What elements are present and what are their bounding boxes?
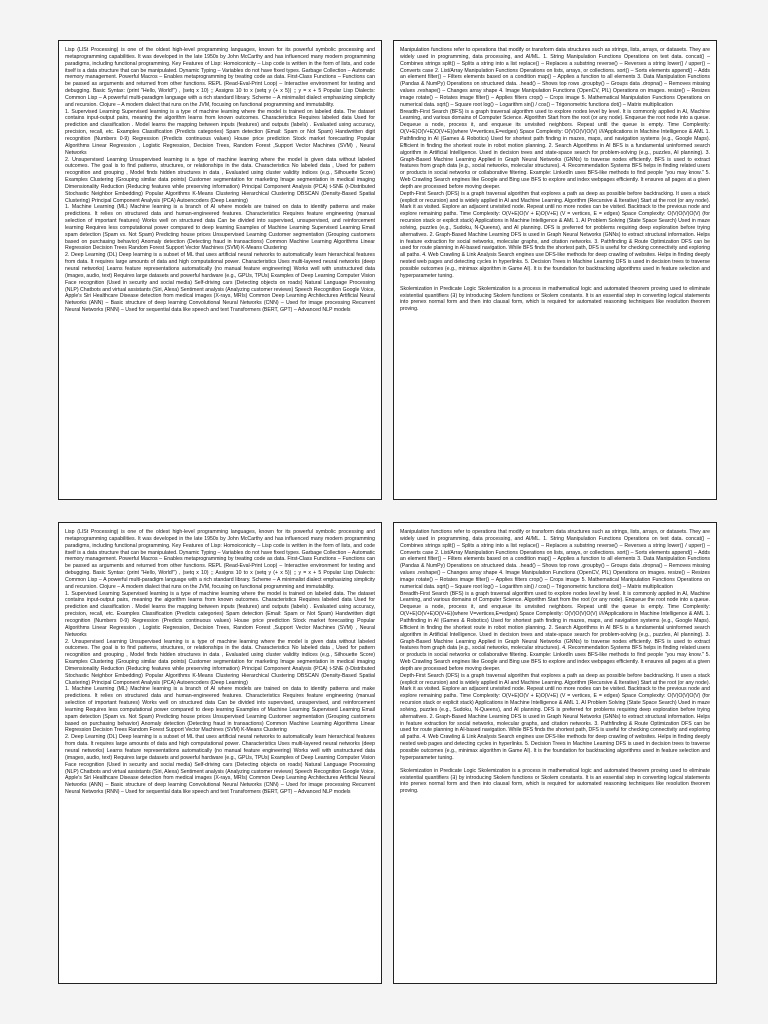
unsupervised-learning-section: 2. Unsupervised Learning Unsupervised learning is a type of machine learning where the model is given data without labeled outcomes. The goal is to find patterns, structures, or relationships in the data. Characteristics No labeled data , Used for pattern recognition and grouping , Model finds hidden structures in data , Evaluated using cluster validity indices (e.g., Silhouette Score) Examples Clustering (Grouping similar data points) Customer segmentation for marketing Image segmentation in medical imaging Dimensionality Reduction (Reducing features while preserving information) Principal Component Analysis (PCA) t-SNE (t-Distributed Stochastic Neighbor Embedding) Popular Algorithms K-Means Clustering Hierarchical Clustering DBSCAN (Density-Based Spatial Clustering) Principal Component Analysis (PCA) Autoencoders (Deep Learning) xyxy=(65,638,375,686)
manipulation-functions-section: Manipulation functions refer to operations that modify or transform data structures such as strings, lists, arrays, or datasets. They are widely used in programming, data processing, and AI/ML. 1. String Manipulation Functions Operations on text data. concat() – Combines strings split() – Splits a string into a list replace() – Replaces a substring reverse() – Reverses a string lower() / upper() – Converts case 2. List/Array Manipulation Functions Operations on lists, arrays, or collections. sort() – Sorts elements append() – Adds an element filter() – Filters elements based on a condition map() – Applies a function to all elements 3. Data Manipulation Functions (Pandas & NumPy) Operations on structured data. .head() – Shows top rows .groupby() – Groups data .dropna() – Removes missing values .reshape() – Changes array shape 4. Image Manipulation Functions (OpenCV, PIL) Operations on images. resize() – Resizes image rotate() – Rotates image filter() – Applies filters crop() – Crops image 5. Mathematical Manipulation Functions Operations on numerical data. sqrt() – Square root log() – Logarithm sin() / cos() – Trigonometric functions dot() – Matrix multiplication xyxy=(400,529,710,590)
skolemization-section: Skolemization in Predicate Logic Skolemization is a process in mathematical logic and automated theorem proving used to eliminate existential quantifiers (∃) by introducing Skolem functions or Skolem constants. It is an essential step in converting logical statements into prenex normal form and then into clausal form, which is required for automated reasoning techniques like resolution theorem proving. xyxy=(400,767,710,795)
supervised-learning-section: 1. Supervised Learning Supervised learning is a type of machine learning where the model is trained on labeled data. The dataset contains input-output pairs, meaning the algorithm learns from known outcomes. Characteristics Requires labeled data Used for prediction and classification . Model learns the mapping between inputs (features) and outputs (labels) . Evaluated using accuracy, precision, recall, etc. Examples Classification (Predicts categories) Spam detection (Email: Spam or Not Spam) Handwritten digit recognition (Numbers 0-9) Regression (Predicts continuous values) House price prediction Stock market forecasting Popular Algorithms Linear Regression , Logistic Regression, Decision Trees, Random Forest ,Support Vector Machines (SVM) , Neural Networks xyxy=(65,590,375,638)
unsupervised-learning-section: 2. Unsupervised Learning Unsupervised learning is a type of machine learning where the model is given data without labeled outcomes. The goal is to find patterns, structures, or relationships in the data. Characteristics No labeled data , Used for pattern recognition and grouping , Model finds hidden structures in data , Evaluated using cluster validity indices (e.g., Silhouette Score) Examples Clustering (Grouping similar data points) Customer segmentation for marketing Image segmentation in medical imaging Dimensionality Reduction (Reducing features while preserving information) Principal Component Analysis (PCA) t-SNE (t-Distributed Stochastic Neighbor Embedding) Popular Algorithms K-Means Clustering Hierarchical Clustering DBSCAN (Density-Based Spatial Clustering) Principal Component Analysis (PCA) Autoencoders (Deep Learning) xyxy=(65,156,375,204)
notes-panel-bottom-left xyxy=(58,522,382,984)
lisp-section: Lisp (LISt Processing) is one of the oldest high-level programming languages, known for its powerful symbolic processing and metaprogramming capabilities. It was developed in the late 1950s by John McCarthy and has influenced many modern programming paradigms, including functional programming. Key Features of Lisp: Homoiconicity – Lisp code is written in the form of lists, and code itself is a data structure that can be manipulated. Dynamic Typing – Variables do not have fixed types. Garbage Collection – Automatic memory management. Powerful Macros – Enables metaprogramming by treating code as data. First-Class Functions – Functions can be passed as arguments and returned from other functions. REPL (Read-Eval-Print Loop) – Interactive environment for testing and debugging. Basic Syntax: (print "Hello, World!") , (setq x 10) ;; Assigns 10 to x (setq y (+ x 5)) ;; y = x + 5 Popular Lisp Dialects: Common Lisp – A powerful multi-paradigm language with a rich standard library. Scheme – A minimalist dialect emphasizing simplicity and recursion. Clojure – A modern dialect that runs on the JVM, focusing on functional programming and immutability. xyxy=(65,47,375,108)
deep-learning-section: 2. Deep Learning (DL) Deep learning is a subset of ML that uses artificial neural networks to automatically learn hierarchical features from data. It requires large amounts of data and high computational power. Characteristics Uses multi-layered neural networks (deep neural networks) Learns feature representations automatically (no manual feature engineering) Works well with unstructured data (images, audio, text) Requires large datasets and powerful hardware (e.g., GPUs, TPUs) Examples of Deep Learning Computer Vision Face recognition (Used in security and social media) Self-driving cars (Detecting objects on roads) Natural Language Processing (NLP) Chatbots and virtual assistants (Siri, Alexa) Sentiment analysis (Analyzing customer reviews) Speech Recognition Google Voice, Apple's Siri Healthcare Disease detection from medical images (X-rays, MRIs) Common Deep Learning Architectures Artificial Neural Networks (ANN) – Basic structure of deep learning Convolutional Neural Networks (CNN) – Used for image processing Recurrent Neural Networks (RNN) – Used for sequential data like speech and text Transformers (BERT, GPT) – Advanced NLP models xyxy=(65,734,375,796)
notes-panel-top-left xyxy=(58,40,382,500)
dfs-section: Depth-First Search (DFS) is a graph traversal algorithm that explores a path as deep as possible before backtracking. It uses a stack (explicit or recursion) and is widely applied in AI and Machine Learning. Algorithm (Recursive & Iterative) Start at the root (or any node). Mark it as visited. Explore an adjacent unvisited node. Repeat until no more nodes can be visited. Backtrack to the previous node and explore remaining paths. Time Complexity: O(V+E)O(V + E)O(V+E) (V = vertices, E = edges) Space Complexity: O(V)O(V)O(V) (for recursion stack or explicit stack) Applications in Machine Intelligence & AML 1. AI Problem Solving (State Space Search) Used in maze solving, puzzles (e.g., Sudoku, N-Queens), and AI planning. DFS is preferred for problems requiring deep exploration before trying alternatives. 2. Graph-Based Machine Learning DFS is used in Graph Neural Networks (GNNs) to extract structural information. Helps in feature extraction for social networks, molecular graphs, and citation networks. 3. Pathfinding & Route Optimization DFS can be used for route planning in AI-based navigation. While BFS finds the shortest path, DFS is useful for checking connectivity and exploring all paths. 4. Web Crawling & Link Analysis Search engines use DFS-like methods for deep crawling of websites. Helps in finding deeply nested web pages and detecting cycles in hyperlinks. 5. Decision Trees in Machine Learning DFS is used in decision trees to traverse possible outcomes (e.g., minimax algorithm in Game AI). It is the foundation for backtracking algorithms used in feature selection and hyperparameter tuning. xyxy=(400,190,710,279)
notes-panel-bottom-right xyxy=(393,522,717,984)
notes-panel-top-right xyxy=(393,40,717,500)
lisp-section: Lisp (LISt Processing) is one of the oldest high-level programming languages, known for its powerful symbolic processing and metaprogramming capabilities. It was developed in the late 1950s by John McCarthy and has influenced many modern programming paradigms, including functional programming. Key Features of Lisp: Homoiconicity – Lisp code is written in the form of lists, and code itself is a data structure that can be manipulated. Dynamic Typing – Variables do not have fixed types. Garbage Collection – Automatic memory management. Powerful Macros – Enables metaprogramming by treating code as data. First-Class Functions – Functions can be passed as arguments and returned from other functions. REPL (Read-Eval-Print Loop) – Interactive environment for testing and debugging. Basic Syntax: (print "Hello, World!") , (setq x 10) ;; Assigns 10 to x (setq y (+ x 5)) ;; y = x + 5 Popular Lisp Dialects: Common Lisp – A powerful multi-paradigm language with a rich standard library. Scheme – A minimalist dialect emphasizing simplicity and recursion. Clojure – A modern dialect that runs on the JVM, focusing on functional programming and immutability. xyxy=(65,529,375,590)
dfs-section: Depth-First Search (DFS) is a graph traversal algorithm that explores a path as deep as possible before backtracking. It uses a stack (explicit or recursion) and is widely applied in AI and Machine Learning. Algorithm (Recursive & Iterative) Start at the root (or any node). Mark it as visited. Explore an adjacent unvisited node. Repeat until no more nodes can be visited. Backtrack to the previous node and explore remaining paths. Time Complexity: O(V+E)O(V + E)O(V+E) (V = vertices, E = edges) Space Complexity: O(V)O(V)O(V) (for recursion stack or explicit stack) Applications in Machine Intelligence & AML 1. AI Problem Solving (State Space Search) Used in maze solving, puzzles (e.g., Sudoku, N-Queens), and AI planning. DFS is preferred for problems requiring deep exploration before trying alternatives. 2. Graph-Based Machine Learning DFS is used in Graph Neural Networks (GNNs) to extract structural information. Helps in feature extraction for social networks, molecular graphs, and citation networks. 3. Pathfinding & Route Optimization DFS can be used for route planning in AI-based navigation. While BFS finds the shortest path, DFS is useful for checking connectivity and exploring all paths. 4. Web Crawling & Link Analysis Search engines use DFS-like methods for deep crawling of websites. Helps in finding deeply nested web pages and detecting cycles in hyperlinks. 5. Decision Trees in Machine Learning DFS is used in decision trees to traverse possible outcomes (e.g., minimax algorithm in Game AI). It is the foundation for backtracking algorithms used in feature selection and hyperparameter tuning. xyxy=(400,672,710,761)
deep-learning-section: 2. Deep Learning (DL) Deep learning is a subset of ML that uses artificial neural networks to automatically learn hierarchical features from data. It requires large amounts of data and high computational power. Characteristics Uses multi-layered neural networks (deep neural networks) Learns feature representations automatically (no manual feature engineering) Works well with unstructured data (images, audio, text) Requires large datasets and powerful hardware (e.g., GPUs, TPUs) Examples of Deep Learning Computer Vision Face recognition (Used in security and social media) Self-driving cars (Detecting objects on roads) Natural Language Processing (NLP) Chatbots and virtual assistants (Siri, Alexa) Sentiment analysis (Analyzing customer reviews) Speech Recognition Google Voice, Apple's Siri Healthcare Disease detection from medical images (X-rays, MRIs) Common Deep Learning Architectures Artificial Neural Networks (ANN) – Basic structure of deep learning Convolutional Neural Networks (CNN) – Used for image processing Recurrent Neural Networks (RNN) – Used for sequential data like speech and text Transformers (BERT, GPT) – Advanced NLP models xyxy=(65,252,375,314)
supervised-learning-section: 1. Supervised Learning Supervised learning is a type of machine learning where the model is trained on labeled data. The dataset contains input-output pairs, meaning the algorithm learns from known outcomes. Characteristics Requires labeled data Used for prediction and classification . Model learns the mapping between inputs (features) and outputs (labels) . Evaluated using accuracy, precision, recall, etc. Examples Classification (Predicts categories) Spam detection (Email: Spam or Not Spam) Handwritten digit recognition (Numbers 0-9) Regression (Predicts continuous values) House price prediction Stock market forecasting Popular Algorithms Linear Regression , Logistic Regression, Decision Trees, Random Forest ,Support Vector Machines (SVM) , Neural Networks xyxy=(65,108,375,156)
machine-learning-section: 1. Machine Learning (ML) Machine learning is a branch of AI where models are trained on data to identify patterns and make predictions. It relies on structured data and human-engineered features. Characteristics Requires feature engineering (manual selection of important features) Works well on structured data Can be divided into supervised, unsupervised, and reinforcement learning Requires less computational power compared to deep learning Examples of Machine Learning Supervised Learning Email spam detection (Spam vs. Not Spam) Predicting house prices Unsupervised Learning Customer segmentation (Grouping customers based on purchasing behavior) Anomaly detection (Detecting fraud in transactions) Common Machine Learning Algorithms Linear Regression Decision Trees Random Forest Support Vector Machines (SVM) K-Means Clustering xyxy=(65,686,375,734)
machine-learning-section: 1. Machine Learning (ML) Machine learning is a branch of AI where models are trained on data to identify patterns and make predictions. It relies on structured data and human-engineered features. Characteristics Requires feature engineering (manual selection of important features) Works well on structured data Can be divided into supervised, unsupervised, and reinforcement learning Requires less computational power compared to deep learning Examples of Machine Learning Supervised Learning Email spam detection (Spam vs. Not Spam) Predicting house prices Unsupervised Learning Customer segmentation (Grouping customers based on purchasing behavior) Anomaly detection (Detecting fraud in transactions) Common Machine Learning Algorithms Linear Regression Decision Trees Random Forest Support Vector Machines (SVM) K-Means Clustering xyxy=(65,204,375,252)
manipulation-functions-section: Manipulation functions refer to operations that modify or transform data structures such as strings, lists, arrays, or datasets. They are widely used in programming, data processing, and AI/ML. 1. String Manipulation Functions Operations on text data. concat() – Combines strings split() – Splits a string into a list replace() – Replaces a substring reverse() – Reverses a string lower() / upper() – Converts case 2. List/Array Manipulation Functions Operations on lists, arrays, or collections. sort() – Sorts elements append() – Adds an element filter() – Filters elements based on a condition map() – Applies a function to all elements 3. Data Manipulation Functions (Pandas & NumPy) Operations on structured data. .head() – Shows top rows .groupby() – Groups data .dropna() – Removes missing values .reshape() – Changes array shape 4. Image Manipulation Functions (OpenCV, PIL) Operations on images. resize() – Resizes image rotate() – Rotates image filter() – Applies filters crop() – Crops image 5. Mathematical Manipulation Functions Operations on numerical data. sqrt() – Square root log() – Logarithm sin() / cos() – Trigonometric functions dot() – Matrix multiplication xyxy=(400,47,710,108)
bfs-section: Breadth-First Search (BFS) is a graph traversal algorithm used to explore nodes level by level. It is commonly applied in AI, Machine Learning, and various domains of Computer Science. Algorithm Start from the root (or any node). Enqueue the root node into a queue. Dequeue a node, process it, and enqueue its unvisited neighbors. Repeat until the queue is empty. Time Complexity: O(V+E)O(V+E)O(V+E)(where V=vertices,E=edges) Space Complexity: O(V)O(V)O(V) ////Applications in Machine Intelligence & AML 1. Pathfinding in AI (Games & Robotics) Used for shortest path finding in mazes, maps, and navigation systems (e.g., Google Maps). Efficient in finding the shortest route in robot motion planning. 2. Search Algorithms in AI BFS is a fundamental uninformed search algorithm in Artificial Intelligence. Used in decision trees and state-space search for problem-solving (e.g., puzzles, AI planning). 3. Graph-Based Machine Learning Applied in Graph Neural Networks (GNNs) to traverse nodes efficiently. BFS is used to extract features from graph data (e.g., social networks, molecular structures). 4. Recommendation Systems BFS helps in finding related users or products in social networks or collaborative filtering. Example: LinkedIn uses BFS-like methods to find people "you may know." 5. Web Crawling Search engines like Google and Bing use BFS to explore and index webpages efficiently. It ensures all pages at a given depth are processed before moving deeper. xyxy=(400,108,710,190)
bfs-section: Breadth-First Search (BFS) is a graph traversal algorithm used to explore nodes level by level. It is commonly applied in AI, Machine Learning, and various domains of Computer Science. Algorithm Start from the root (or any node). Enqueue the root node into a queue. Dequeue a node, process it, and enqueue its unvisited neighbors. Repeat until the queue is empty. Time Complexity: O(V+E)O(V+E)O(V+E)(where V=vertices,E=edges) Space Complexity: O(V)O(V)O(V) ////Applications in Machine Intelligence & AML 1. Pathfinding in AI (Games & Robotics) Used for shortest path finding in mazes, maps, and navigation systems (e.g., Google Maps). Efficient in finding the shortest route in robot motion planning. 2. Search Algorithms in AI BFS is a fundamental uninformed search algorithm in Artificial Intelligence. Used in decision trees and state-space search for problem-solving (e.g., puzzles, AI planning). 3. Graph-Based Machine Learning Applied in Graph Neural Networks (GNNs) to traverse nodes efficiently. BFS is used to extract features from graph data (e.g., social networks, molecular structures). 4. Recommendation Systems BFS helps in finding related users or products in social networks or collaborative filtering. Example: LinkedIn uses BFS-like methods to find people "you may know." 5. Web Crawling Search engines like Google and Bing use BFS to explore and index webpages efficiently. It ensures all pages at a given depth are processed before moving deeper. xyxy=(400,590,710,672)
skolemization-section: Skolemization in Predicate Logic Skolemization is a process in mathematical logic and automated theorem proving used to eliminate existential quantifiers (∃) by introducing Skolem functions or Skolem constants. It is an essential step in converting logical statements into prenex normal form and then into clausal form, which is required for automated reasoning techniques like resolution theorem proving. xyxy=(400,285,710,313)
